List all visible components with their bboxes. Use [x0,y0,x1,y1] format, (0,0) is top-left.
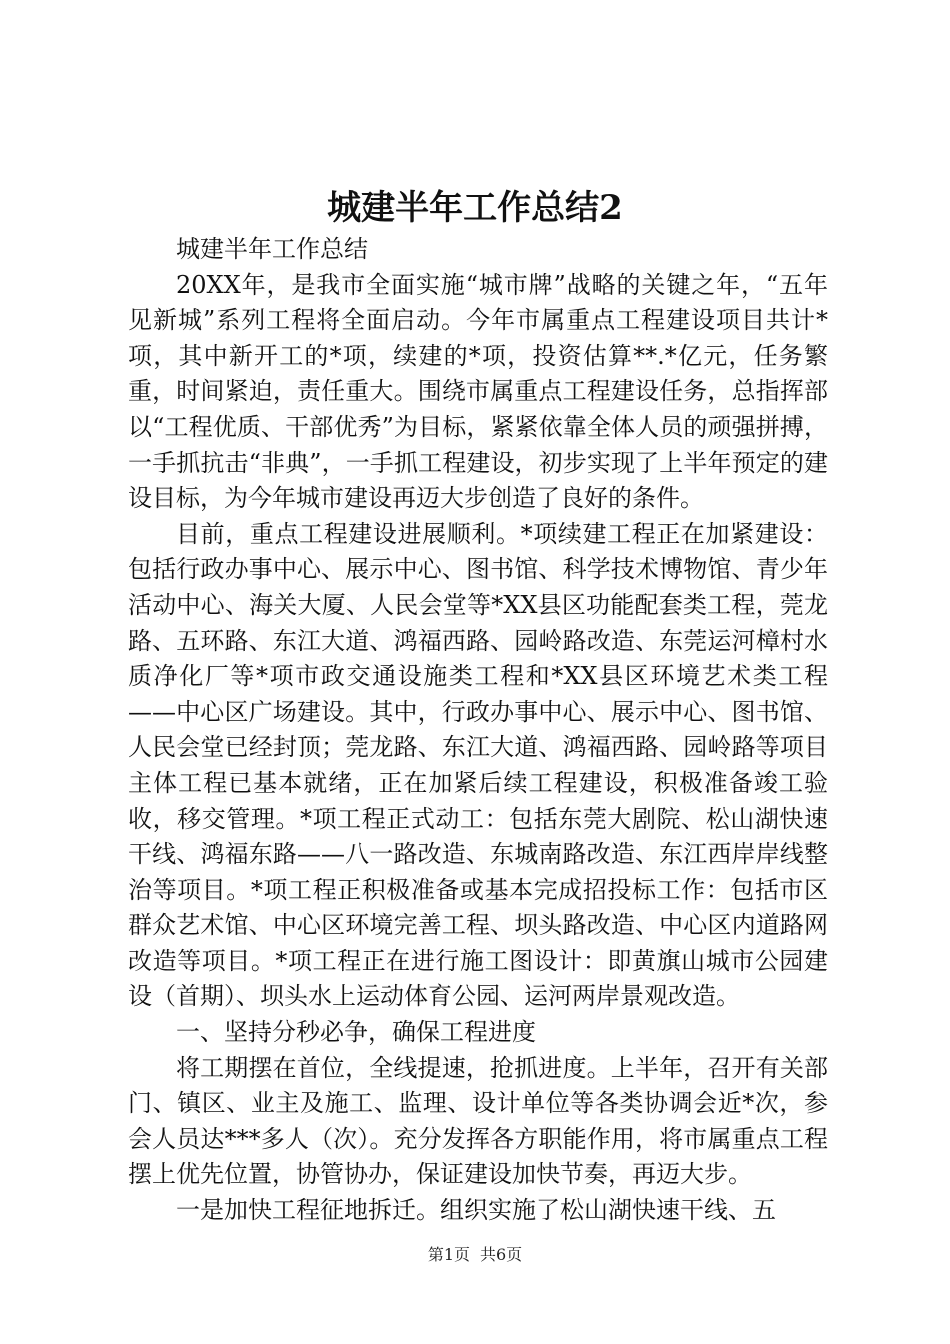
paragraph: 目前，重点工程建设进展顺利。*项续建工程正在加紧建设：包括行政办事中心、展示中心、图书馆、科学技术博物馆、青少年活动中心、海关大厦、人民会堂等*XX县区功能配套类工程，莞龙路、五环路、东江大道、鸿福西路、园岭路改造、东莞运河樟村水质净化厂等*项市政交通设施类工程和*XX县区环境艺术类工程——中心区广场建设。其中，行政办事中心、展示中心、图书馆、人民会堂已经封顶；莞龙路、东江大道、鸿福西路、园岭路等项目主体工程已基本就绪，正在加紧后续工程建设，积极准备竣工验收，移交管理。*项工程正式动工：包括东莞大剧院、松山湖快速干线、鸿福东路——八一路改造、东城南路改造、东江西岸岸线整治等项目。*项工程正积极准备或基本完成招投标工作：包括市区群众艺术馆、中心区环境完善工程、坝头路改造、中心区内道路网改造等项目。*项工程正在进行施工图设计：即黄旗山城市公园建设（首期）、坝头水上运动体育公园、运河两岸景观改造。 [128,519,828,1011]
page-number: 第1页 [427,1245,470,1264]
paragraph: 将工期摆在首位，全线提速，抢抓进度。上半年，召开有关部门、镇区、业主及施工、监理、设计单位等各类协调会近*次，参会人员达***多人（次）。充分发挥各方职能作用，将市属重点工程摆上优先位置，协管协办，保证建设加快节奏，再迈大步。 [128,1053,828,1189]
section-heading: 一、坚持分秒必争，确保工程进度 [176,1018,536,1047]
document-title: 城建半年工作总结2 [327,188,623,228]
paragraph-subtitle: 城建半年工作总结 [176,235,368,263]
paragraph: 20XX年，是我市全面实施“城市牌”战略的关键之年，“五年见新城”系列工程将全面启动。今年市属重点工程建设项目共计*项，其中新开工的*项，续建的*项，投资估算**.*亿元，任务繁重，时间紧迫，责任重大。围绕市属重点工程建设任务，总指挥部以“工程优质、干部优秀”为目标，紧紧依靠全体人员的顽强拼搏，一手抓抗击“非典”，一手抓工程建设，初步实现了上半年预定的建设目标，为今年城市建设再迈大步创造了良好的条件。 [128,270,828,513]
document-body [128,232,828,1229]
page-total: 共6页 [480,1245,523,1264]
paragraph: 一是加快工程征地拆迁。组织实施了松山湖快速干线、五 [176,1196,776,1225]
page-footer [0,1242,950,1265]
